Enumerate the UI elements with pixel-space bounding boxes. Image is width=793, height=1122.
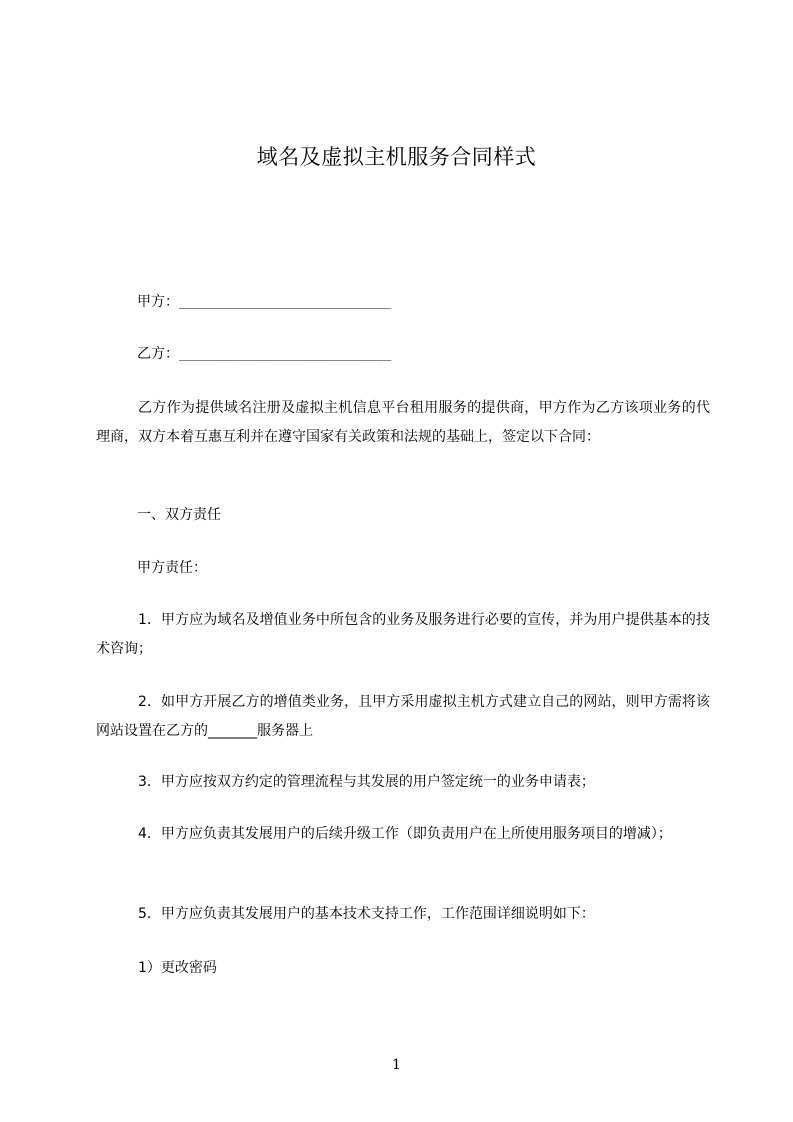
party-a-blank: ____________________________ <box>179 294 392 309</box>
party-a-line <box>137 291 391 313</box>
document-title: 域名及虚拟主机服务合同样式 <box>256 145 537 169</box>
sub-item-1: 1）更改密码 <box>138 960 217 976</box>
section-1-heading: 一、双方责任 <box>137 507 221 523</box>
page-number: 1 <box>392 1057 401 1073</box>
intro-paragraph: 乙方作为提供域名注册及虚拟主机信息平台租用服务的提供商，甲方作为乙方该项业务的代理商，双方本着互惠互利并在遵守国家有关政策和法规的基础上，签定以下合同： <box>96 400 710 445</box>
party-b-blank: ____________________________ <box>179 346 392 361</box>
party-b-line <box>137 343 391 365</box>
clause-2: 2．如甲方开展乙方的增值类业务，且甲方采用虚拟主机方式建立自己的网站，则甲方需将该网站设置在乙方的_______服务器上 <box>96 694 710 739</box>
party-a-duties-heading: 甲方责任： <box>137 560 207 576</box>
clause-4: 4．甲方应负责其发展用户的后续升级工作（即负责用户在上所使用服务项目的增减）； <box>138 826 672 842</box>
party-a-label: 甲方： <box>137 294 179 310</box>
clause-3: 3．甲方应按双方约定的管理流程与其发展的用户签定统一的业务申请表； <box>138 774 595 790</box>
party-b-label: 乙方： <box>137 346 179 362</box>
clause-1: 1．甲方应为域名及增值业务中所包含的业务及服务进行必要的宣传，并为用户提供基本的技术咨询； <box>96 612 710 657</box>
clause-5: 5．甲方应负责其发展用户的基本技术支持工作，工作范围详细说明如下： <box>138 906 595 922</box>
